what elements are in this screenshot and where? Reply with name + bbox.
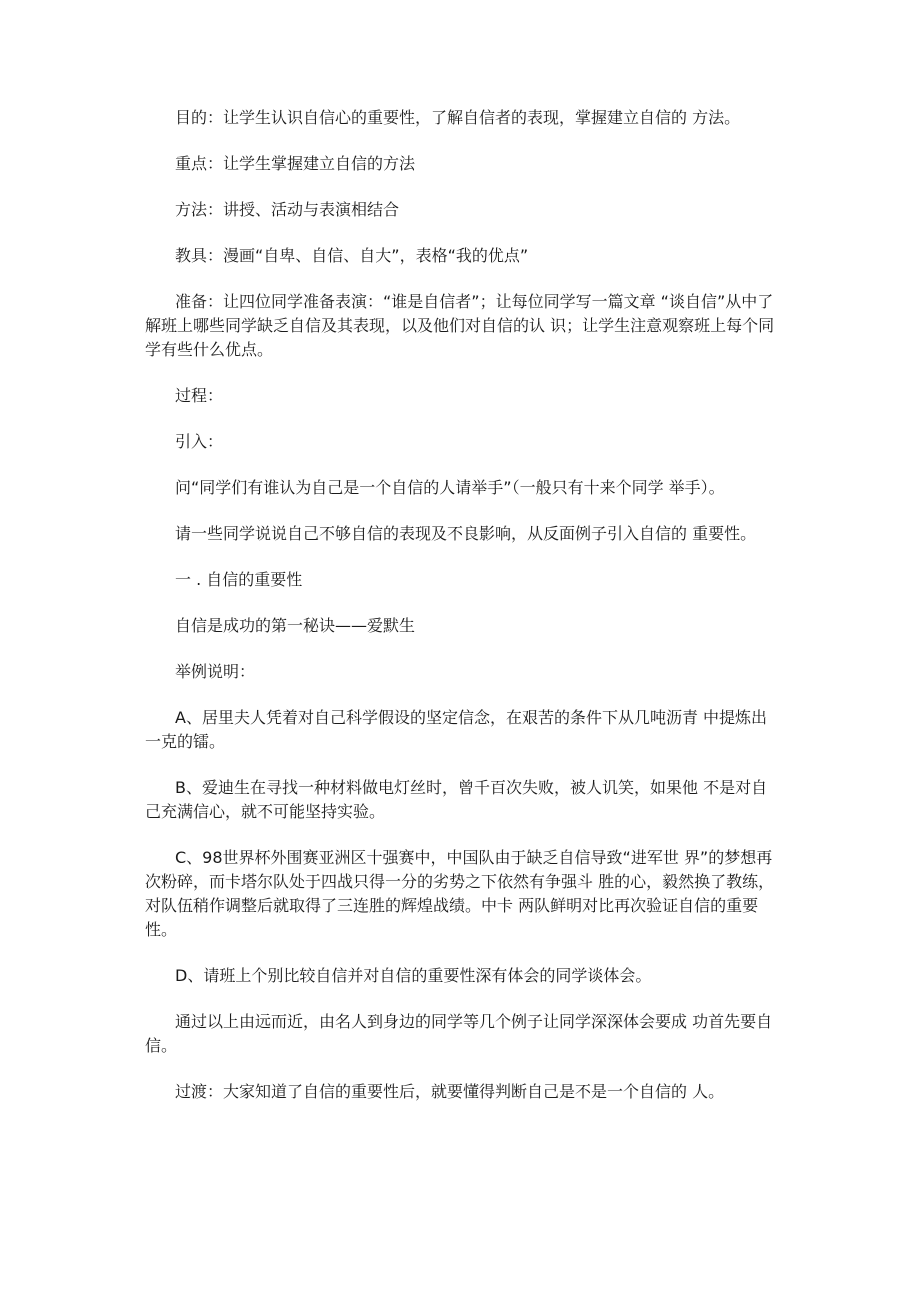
paragraph-teaching-aids: 教具：漫画“自卑、自信、自大”，表格“我的优点” [175,246,529,265]
paragraph-transition: 过渡：大家知道了自信的重要性后，就要懂得判断自己是不是一个自信的 人。 [175,1082,725,1101]
example-d: D、请班上个别比较自信并对自信的重要性深有体会的同学谈体会。 [175,966,652,985]
paragraph-question: 问“同学们有谁认为自己是一个自信的人请举手”（一般只有十来个同学 举手）。 [175,478,725,497]
example-b: B、爱迪生在寻找一种材料做电灯丝时，曾千百次失败，被人讥笑，如果他 不是对自己充满信心，就不可能坚持实验。 [145,778,768,821]
paragraph-summary: 通过以上由远而近，由名人到身边的同学等几个例子让同学深深体会要成 功首先要自信。 [145,1012,773,1055]
example-c: C、98世界杯外围赛亚洲区十强赛中，中国队由于缺乏自信导致“进军世 界”的梦想再次粉碎，而卡塔尔队处于四战只得一分的劣势之下依然有争强斗 胜的心，毅然换了教练，对队伍稍作调整后就取得了三连胜的辉煌战绩。中卡 两队鲜明对比再次验证自信的重要性。 [145,848,775,939]
paragraph-preparation: 准备：让四位同学准备表演：“谁是自信者”；让每位同学写一篇文章 “谈自信”从中了解班上哪些同学缺乏自信及其表现，以及他们对自信的认 识；让学生注意观察班上每个同学有些什么优点。 [145,292,775,359]
example-a: A、居里夫人凭着对自己科学假设的坚定信念，在艰苦的条件下从几吨沥青 中提炼出一克的镭。 [145,708,768,751]
paragraph-quote: 自信是成功的第一秘诀——爱默生 [175,616,416,635]
paragraph-examples-label: 举例说明： [175,662,256,681]
paragraph-process: 过程： [175,386,224,405]
paragraph-introduction: 引入： [175,432,224,451]
document-body [145,106,775,1104]
paragraph-key-point: 重点：让学生掌握建立自信的方法 [175,154,416,173]
paragraph-discussion: 请一些同学说说自己不够自信的表现及不良影响，从反面例子引入自信的 重要性。 [175,524,757,543]
paragraph-purpose: 目的：让学生认识自信心的重要性，了解自信者的表现，掌握建立自信的 方法。 [175,108,741,127]
section-heading: 一 . 自信的重要性 [175,570,303,589]
paragraph-method: 方法：讲授、活动与表演相结合 [175,200,400,219]
